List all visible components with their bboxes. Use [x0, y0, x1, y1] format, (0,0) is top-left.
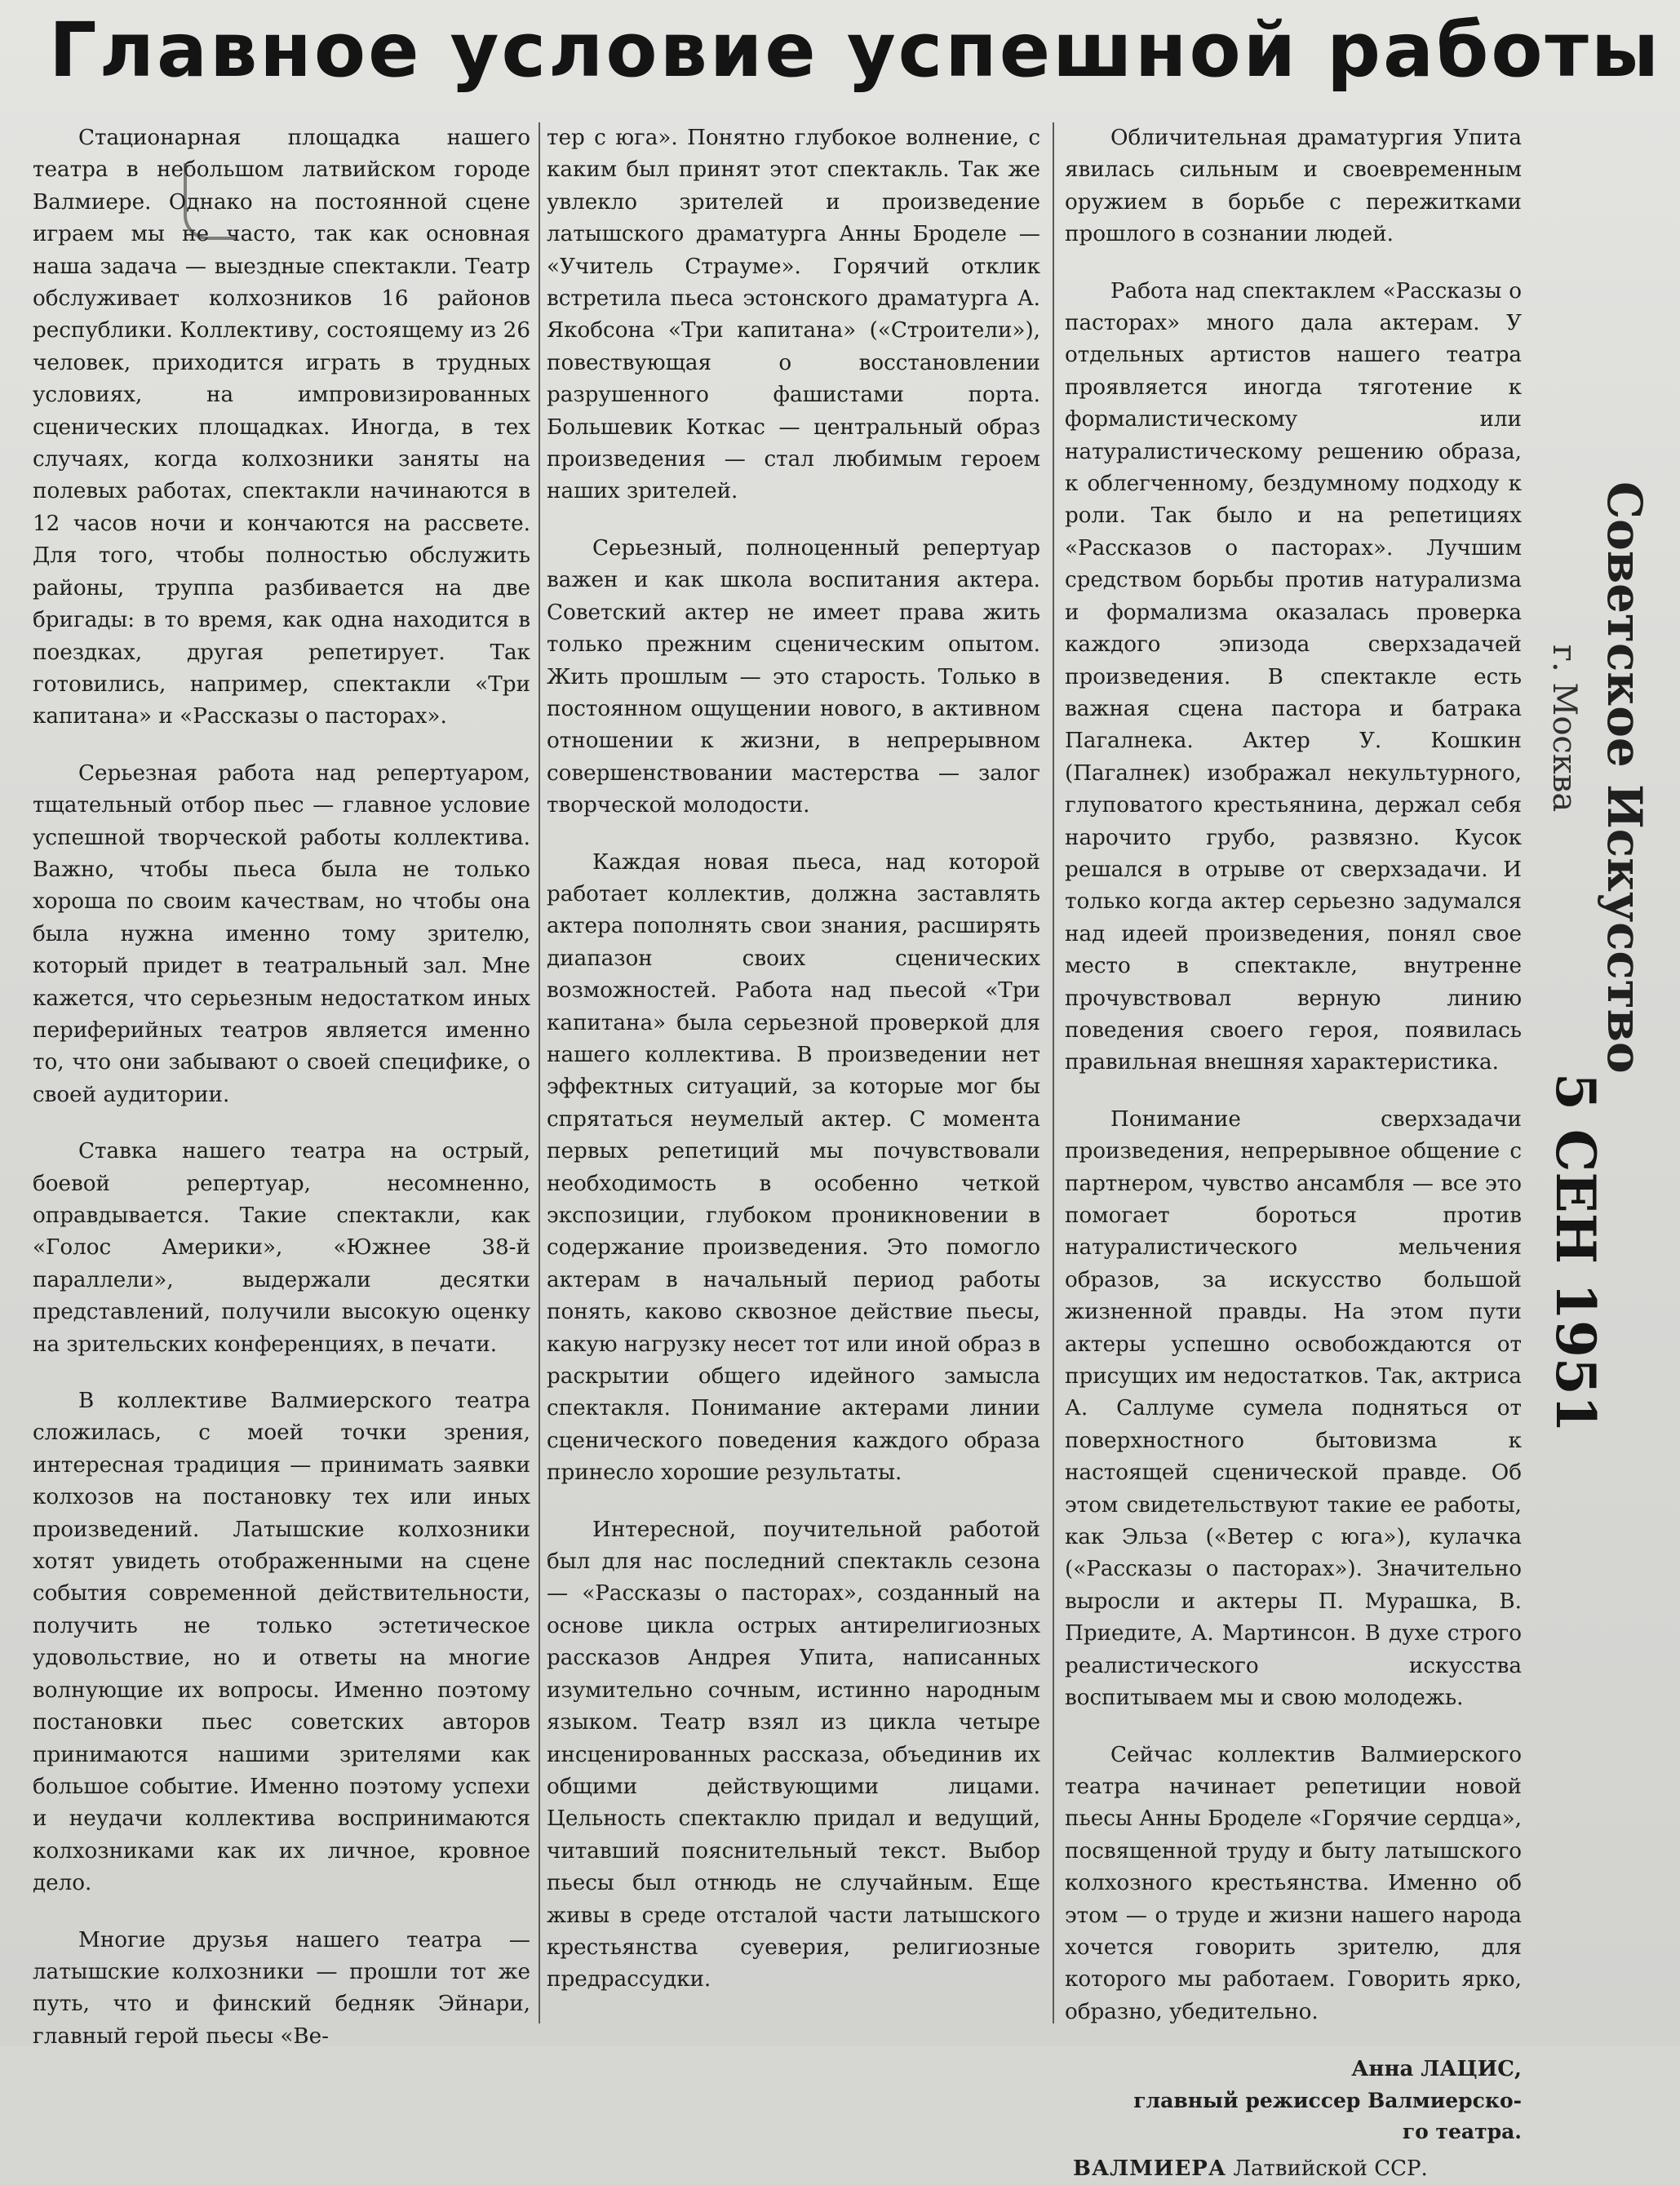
handwritten-mark	[184, 163, 236, 240]
archive-stamp	[1534, 481, 1656, 1433]
headline: Главное условие успешной работы	[49, 7, 1662, 94]
dateline-city: ВАЛМИЕРА	[1073, 2156, 1227, 2182]
paragraph: Многие друзья нашего театра — латышские колхозники — прошли тот же путь, что и финский бедняк Эйнари, главный герой пьесы «Ве-	[33, 1927, 530, 2049]
paragraph: Обличительная драматургия Упита явилась сильным и своевременным оружием в борьбе с пережитками прошлого в сознании людей.	[1065, 126, 1522, 247]
paragraph: В коллективе Валмиерского театра сложилась, с моей точки зрения, интересная традиция — принимать заявки колхозов на постановку тех или иных произведений. Латышские колхозники хотят увидеть отображенными на сцене события современной действительности, получить не только эстетическое удовольствие, но и ответы на многие волнующие их вопросы. Именно поэтому постановки пьес советских авторов принимаются нашими зрителями как большое событие. Именно поэтому успехи и неудачи коллектива воспринимаются колхозниками как их личное, кровное дело.	[33, 1389, 530, 1896]
paragraph: Ставка нашего театра на острый, боевой репертуар, несомненно, оправдывается. Такие спектакли, как «Голос Америки», «Южнее 38-й параллели», выдержали десятки представлений, получили высокую оценку на зрительских конференциях, в печати.	[33, 1139, 530, 1357]
column-3	[1065, 122, 1522, 2185]
paragraph: Понимание сверхзадачи произведения, непрерывное общение с партнером, чувство ансамбля — все это помогает бороться против натуралистического мельчения образов, за искусство большой жизненной правды. На этом пути актеры успешно освобождаются от присущих им недостатков. Так, актриса А. Саллуме сумела подняться от поверхностного бытовизма к настоящей сценической правде. Об этом свидетельствуют такие ее работы, как Эльза («Ветер с юга»), кулачка («Рассказы о пасторах»). Значительно выросли и актеры П. Мурашка, В. Приедите, А. Мартинсон. В духе строго реалистического искусства воспитываем мы и свою молодежь.	[1065, 1106, 1522, 1711]
paragraph: Серьезный, полноценный репертуар важен и как школа воспитания актера. Советский актер не имеет права жить только прежним сценическим опытом. Жить прошлым — это старость. Только в постоянном ощущении нового, в активном отношении к жизни, в непрерывном совершенствовании мастерства — залог творческой молодости.	[547, 535, 1040, 818]
stamp-publication: Советское Искусство	[1597, 481, 1652, 1074]
column-rule-2	[1053, 122, 1054, 2023]
stamp-city: г. Москва	[1545, 645, 1583, 813]
paragraph: тер с юга». Понятно глубокое волнение, с каким был принят этот спектакль. Так же увлекло зрителей и произведение латышского драматурга Анны Броделе — «Учитель Страуме». Горячий отклик встретила пьеса эстонского драматурга А. Якобсона «Три капитана» («Строители»), повествующая о восстановлении разрушенного фашистами порта. Большевик Коткас — центральный образ произведения — стал любимым героем наших зрителей.	[547, 126, 1040, 504]
paragraph: Работа над спектаклем «Рассказы о пасторах» много дала актерам. У отдельных артистов нашего театра проявляется иногда тяготение к формалистическому или натуралистическому решению образа, к облегченному, бездумному подходу к роли. Так было и на репетициях «Рассказов о пасторах». Лучшим средством борьбы против натурализма и формализма оказалась проверка каждого эпизода сверхзадачей произведения. В спектакле есть важная сцена пастора и батрака Пагалнека. Актер У. Кошкин (Пагалнек) изображал некультурного, глуповатого крестьянина, держал себя нарочито грубо, развязно. Кусок решался в отрыве от сверхзадачи. И только когда актер серьезно задумался над идеей произведения, понял свое место в спектакле, внутренне прочувствовал верную линию поведения своего героя, появилась правильная внешняя характеристика.	[1065, 278, 1522, 1075]
paragraph: Каждая новая пьеса, над которой работает коллектив, должна заставлять актера пополнять свои знания, расширять диапазон своих сценических возможностей. Работа над пьесой «Три капитана» была серьезной проверкой для нашего коллектива. В произведении нет эффектных ситуаций, за которые мог бы спрятаться неумелый актер. С момента первых репетиций мы почувствовали необходимость в особенно четкой экспозиции, глубоком проникновении в содержание произведения. Это помогло актерам в начальный период работы понять, каково сквозное действие пьесы, какую нагрузку несет тот или иной образ в раскрытии общего идейного замысла спектакля. Понимание актерами линии сценического поведения каждого образа принесло хорошие результаты.	[547, 849, 1040, 1486]
dateline	[1065, 2152, 1522, 2185]
author-title-line-2: го театра.	[1402, 2120, 1522, 2144]
dateline-region: Латвийской ССР.	[1233, 2156, 1428, 2182]
paragraph: Серьезная работа над репертуаром, тщательный отбор пьес — главное условие успешной творческой работы коллектива. Важно, чтобы пьеса была не только хороша по своим качествам, но чтобы она была нужна именно тому зрителю, который придет в театральный зал. Мне кажется, что серьезным недостатком иных периферийных театров является именно то, что они забывают о своей специфике, о своей аудитории.	[33, 760, 530, 1107]
author-name: Анна ЛАЦИС,	[1351, 2057, 1522, 2082]
paragraph: Интересной, поучительной работой был для нас последний спектакль сезона — «Рассказы о пасторах», созданный на основе цикла острых антирелигиозных рассказов Андрея Упита, написанных изумительно сочным, истинно народным языком. Театр взял из цикла четыре инсценированных рассказа, объединив их общими действующими лицами. Цельность спектаклю придал и ведущий, читавший пояснительный текст. Выбор пьесы был отнюдь не случайным. Еще живы в среде отсталой части латышского крестьянства суеверия, религиозные предрассудки.	[547, 1517, 1040, 1992]
stamp-date: 5 СЕН 1951	[1544, 1073, 1607, 1433]
column-rule-1	[539, 122, 540, 2023]
column-1	[33, 122, 530, 2053]
paragraph: Стационарная площадка нашего театра в небольшом латвийском городе Валмиере. Однако на постоянной сцене играем мы не часто, так как основная наша задача — выездные спектакли. Театр обслуживает колхозников 16 районов республики. Коллективу, состоящему из 26 человек, приходится играть в трудных условиях, на импровизированных сценических площадках. Иногда, в тех случаях, когда колхозники заняты на полевых работах, спектакли начинаются в 12 часов ночи и кончаются на рассвете. Для того, чтобы полностью обслужить районы, труппа разбивается на две бригады: в то время, как одна находится в поездках, другая репетирует. Так готовились, например, спектакли «Три капитана» и «Рассказы о пасторах».	[33, 126, 530, 729]
column-2	[547, 122, 1040, 1997]
paragraph: Сейчас коллектив Валмиерского театра начинает репетиции новой пьесы Анны Броделе «Горячие сердца», посвященной труду и быту латышского колхозного крестьянства. Именно об этом — о труде и жизни нашего народа хочется говорить зрителю, для которого мы работаем. Говорить ярко, образно, убедительно.	[1065, 1742, 1522, 2024]
author-title-line-1: главный режиссер Валмиерско-	[1133, 2089, 1522, 2113]
